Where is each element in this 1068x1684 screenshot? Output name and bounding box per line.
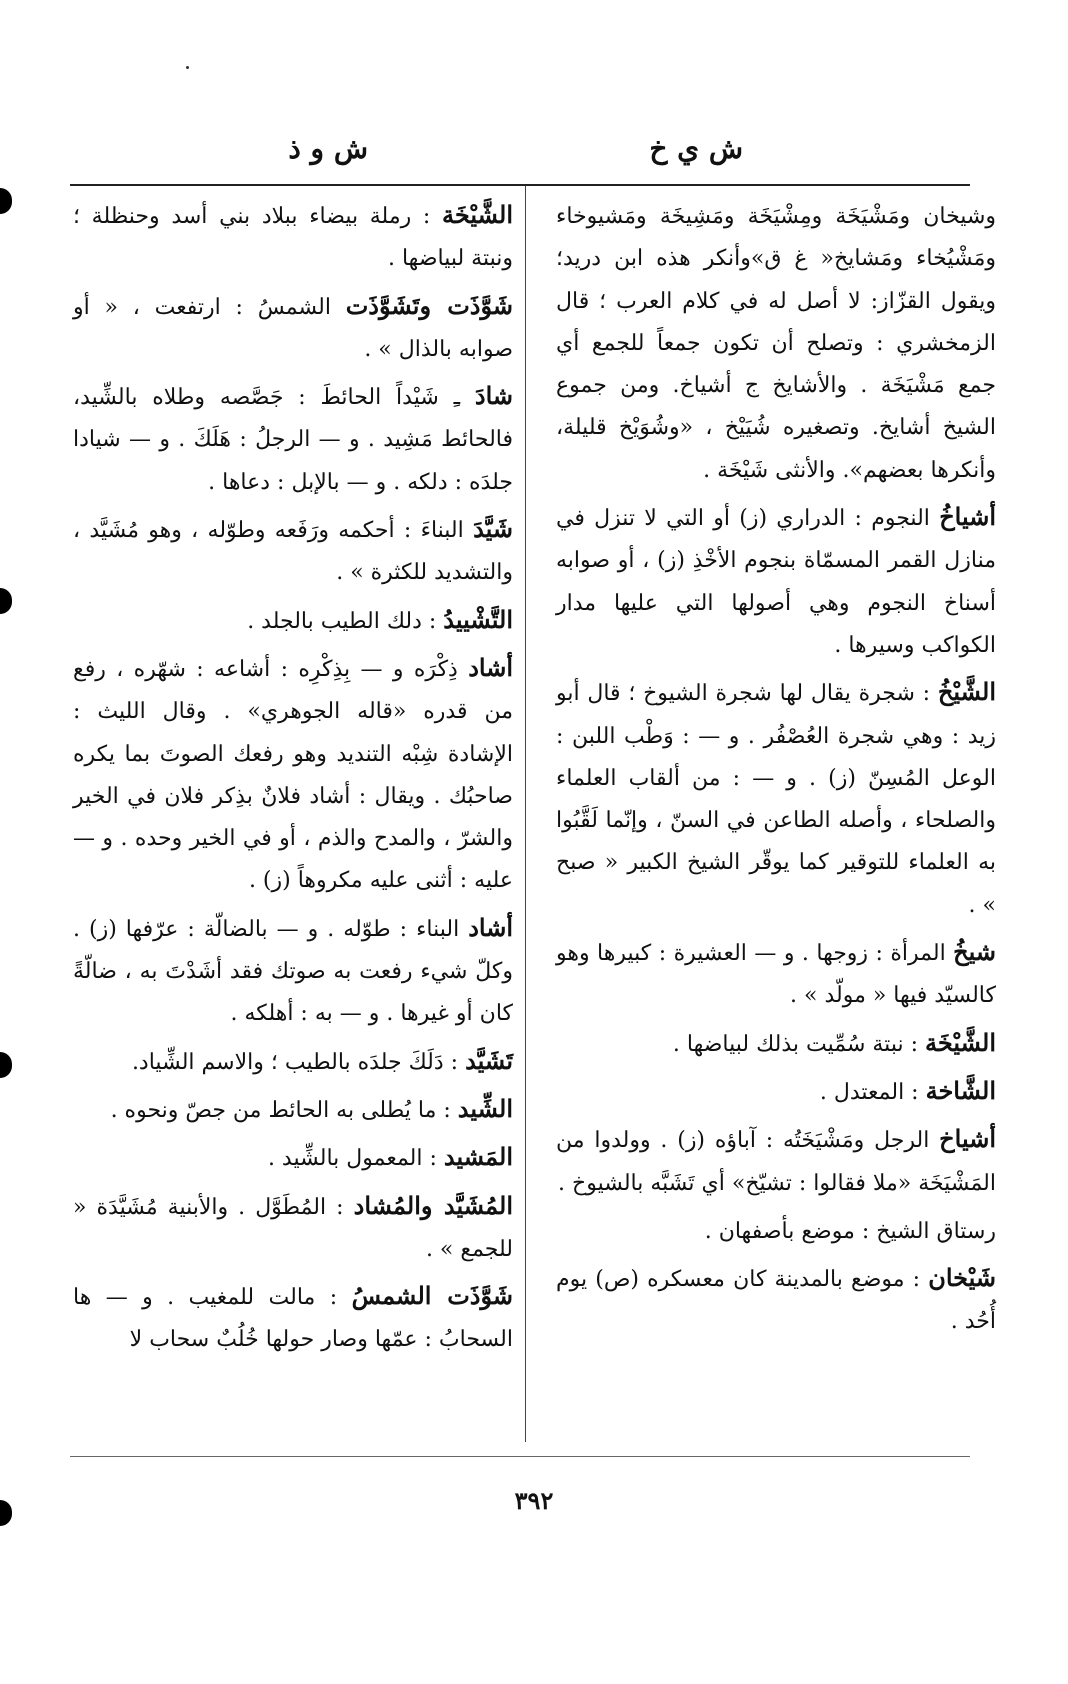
entry-text: : المُطَوَّل . والأبنية مُشَيَّدَة « للجمع » . — [73, 1194, 513, 1262]
binding-mark — [0, 588, 12, 614]
entry — [73, 194, 513, 281]
entry — [556, 1209, 996, 1253]
entry-headword: الشِّيد — [457, 1093, 513, 1123]
entry — [73, 1040, 513, 1084]
entry-headword: شيخُ — [953, 937, 997, 967]
entry — [556, 496, 996, 667]
entry-headword: أشاد — [468, 652, 513, 682]
entry-text: : دَلَكَ جلدَه بالطيب ؛ والاسم الشِّياد. — [131, 1049, 459, 1075]
entry-text: ذِكْرَه و — بِذِكْرِه : أشاعه : شهّره ، رفع من قدره «قاله الجوهري» . وقال الليث : الإشادة شِبْه التنديد وهو رفعك الصوتَ بما يكره صاحبُك . ويقال : أشاد فلانٌ بذِكر فلان في الخير والشرّ ، والمدح والذم ، أو في الخير وحده . و — عليه : أثنى عليه مكروهاً (ز) . — [73, 656, 513, 894]
entry — [556, 1070, 996, 1114]
entry — [73, 907, 513, 1036]
bottom-rule — [70, 1456, 970, 1457]
entry-text: النجوم : الدراري (ز) أو التي لا تنزل في منازل القمر المسمّاة بنجوم الأخْذِ (ز) ، أو صوابه أسناخ النجوم وهي أصولها التي عليها مدار الكواكب وسيرها . — [556, 506, 996, 658]
entry-headword: شَيْخان — [928, 1263, 996, 1293]
entry-text: الرجل ومَشْيَخَتُه : آباؤه (ز) . وولدوا من المَشْيَخَة «ملا فقالوا : تشيّخ» أي تَشَبَّه بالشيوخ . — [556, 1128, 996, 1196]
entry-headword: أشياخُ — [939, 502, 997, 532]
entry-headword: الشَّيْخَة — [442, 200, 513, 229]
entry-headword: شادَ — [474, 381, 513, 411]
scan-speck — [186, 66, 189, 69]
entry-text: : المعمول بالشِّيد . — [267, 1146, 437, 1172]
entry-headword: المُشَيَّد والمُشاد — [353, 1190, 513, 1220]
entry-text: : موضع بالمدينة كان معسكره (ص) يوم أُحُد . — [556, 1267, 996, 1335]
header-letters-right: ش ي خ — [649, 132, 743, 165]
entry — [73, 508, 513, 595]
entry-text: : نبتة سُمِّيت بذلك لبياضها . — [672, 1031, 918, 1057]
right-column — [556, 194, 996, 1344]
entry-headword: تَشَيَّد — [465, 1045, 513, 1075]
top-rule — [70, 184, 970, 186]
entry-text: ـِ شَيْداً الحائطَ : جَصَّصه وطلاه بالشِّيد، فالحائط مَشِيد . و — الرجلُ : هَلَكَ . و — شيادا جلدَه : دلكه . و — بالإبل : دعاها . — [73, 385, 513, 495]
header-letters-left: ش و ذ — [288, 132, 368, 165]
entry — [556, 194, 996, 492]
entry-headword: شَوَّذَت وتَشَوَّذَت — [345, 290, 513, 320]
entry-text: رستاق الشيخ : موضع بأصفهان . — [704, 1218, 996, 1244]
entry-text: الشمسُ : ارتفعت ، « أو صوابه بالذال » . — [73, 294, 513, 362]
entry-headword: الشَّيْخُ — [937, 677, 997, 707]
binding-mark — [0, 1052, 12, 1078]
entry-headword: أشاد — [468, 912, 514, 942]
entry-text: البناء : طوّله . و — بالضالّة : عرّفها (ز) . وكلّ شيء رفعت به صوتك فقد أشَدْتَ به ، ضالّةً كان أو غيرها . و — به : أهلكه . — [73, 916, 513, 1027]
left-column — [73, 194, 513, 1362]
page-number: ٣٩٢ — [514, 1486, 554, 1515]
entry — [73, 1185, 513, 1272]
entry-headword: شَوَّذَت الشمسُ — [351, 1281, 514, 1311]
entry — [73, 1275, 513, 1362]
entry-text: : ما يُطلى به الحائط من جصّ ونحوه . — [110, 1097, 451, 1123]
entry — [73, 1136, 513, 1180]
entry-text: : المعتدل . — [819, 1079, 919, 1105]
entry — [73, 285, 513, 372]
entry — [73, 599, 513, 643]
entry-headword: التَّشْييدُ — [443, 604, 513, 634]
entry-text: البناءَ : أحكمه ورَفَعه وطوّله ، وهو مُشَيَّد ، والتشديد للكثرة » . — [73, 518, 513, 586]
entry — [556, 931, 996, 1018]
entry-text: وشيخان ومَشْيَخَة ومِشْيَخَة ومَشِيخَة ومَشيوخاء ومَشْيُخاء ومَشايخ« غ ق»وأنكر هذه ابن دريد؛ويقول القزّاز: لا أصل له في كلام العرب ؛ قال الزمخشري : وتصلح أن تكون جمعاً للجمع أي جمع مَشْيَخَة . والأشايخ ج أشياخ. ومن جموع الشيخ أشايخ. وتصغيره شُيَيْخ ، «وشُوَيْخ قليلة، وأنكرها بعضهم». والأنثى شَيْخَة . — [556, 204, 996, 483]
entry-headword: شَيَّدَ — [473, 514, 514, 544]
entry — [73, 375, 513, 504]
entry-headword: أشياخ — [939, 1124, 996, 1154]
entry-headword: الشَّيْخَة — [925, 1027, 996, 1057]
entry — [73, 1088, 513, 1132]
entry — [73, 647, 513, 903]
binding-mark — [0, 188, 12, 214]
entry — [556, 671, 996, 927]
entry-text: : مالت للمغيب . و — ها السحابُ : عمّها وصار حولها خُلُبٌ سحاب لا — [73, 1285, 513, 1353]
entry-text: : دلك الطيب بالجلد . — [247, 608, 437, 634]
entry-headword: الشَّاخة — [925, 1075, 996, 1105]
entry-headword: المَشيد — [443, 1142, 513, 1172]
entry — [556, 1118, 996, 1205]
entry-text: : شجرة يقال لها شجرة الشيوخ ؛ قال أبو زيد : وهي شجرة العُصْفُر . و — : وَطْب اللبن : الوعل المُسِنّ (ز) . و — : من ألقاب العلماء والصلحاء ، وأصله الطاعن في السنّ ، وإنّما لَقَّبُوا به العلماء للتوقير كما يوقّر الشيخ الكبير « صبح » . — [556, 681, 996, 918]
entry — [556, 1022, 996, 1066]
column-divider — [525, 186, 526, 1442]
entry-text: المرأة : زوجها . و — العشيرة : كبيرها وهو كالسيّد فيها « مولّد » . — [556, 941, 996, 1009]
entry — [556, 1257, 996, 1344]
entry-text: : رملة بيضاء ببلاد بني أسد وحنظلة ؛ ونبتة لبياضها . — [73, 204, 513, 272]
